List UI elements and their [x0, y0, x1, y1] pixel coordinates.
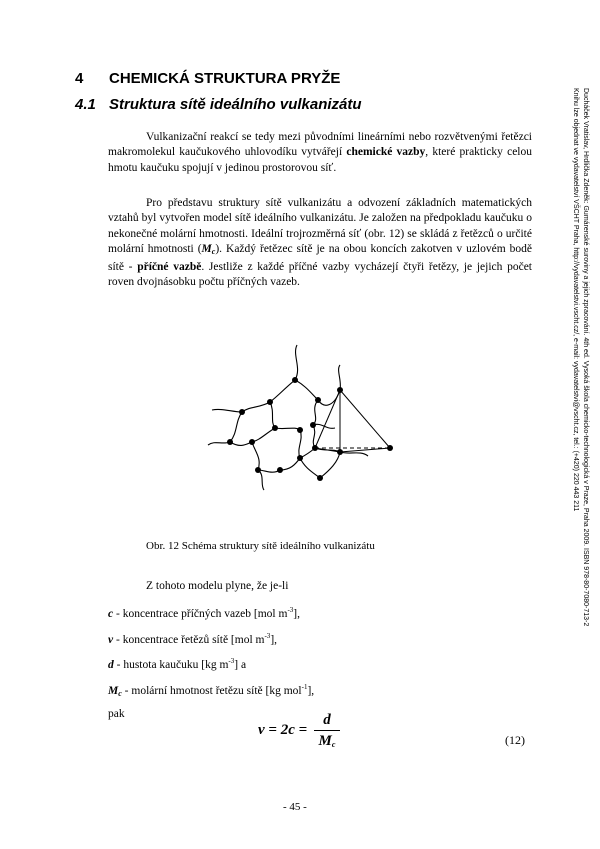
chain [299, 430, 301, 458]
chain [300, 458, 320, 478]
chapter-title: CHEMICKÁ STRUKTURA PRYŽE [109, 70, 341, 87]
chain [252, 442, 259, 470]
equation-12 [258, 712, 378, 752]
equation-denominator-symbol: M [318, 733, 332, 749]
chain [295, 380, 318, 400]
chain [212, 409, 242, 412]
definition-c [108, 600, 314, 626]
chain [280, 458, 300, 470]
def-symbol: d [108, 659, 114, 671]
def-text: - hustota kaučuku [kg m [113, 659, 229, 671]
equation-numerator: d [323, 712, 331, 728]
chain [258, 470, 280, 472]
para2-symbol-sub: c [211, 247, 216, 257]
def-unit-exponent: -1 [301, 682, 308, 691]
chain [242, 402, 270, 412]
definition-d [108, 651, 314, 677]
crosslink-node [267, 399, 273, 405]
chain [230, 412, 242, 442]
definition-nu [108, 626, 314, 652]
def-symbol: c [108, 608, 114, 620]
network-diagram [200, 330, 415, 500]
citation-line-1: Ducháček Vratislav, Hrdlička Zdeněk: Gumárenské suroviny a jejich zpracování. 4th ed. Vysoká škola chemicko-technologická v Praze, Praha 2009. ISBN 978-80-7080-713-2 [582, 88, 589, 627]
def-tail: ], [270, 633, 278, 646]
chain [313, 425, 315, 448]
chain [340, 452, 368, 456]
crosslink-node [297, 455, 303, 461]
section-title: Struktura sítě ideálního vulkanizátu [109, 96, 362, 113]
para2-text-3: . Jestliže z každé příčné vazby vycházejí čtyři řetězy, je jejich počet roven dvojnásobku počtu příčných vazeb. [108, 260, 532, 289]
crosslink-node [255, 467, 261, 473]
para2-bold-term: příčné vazbě [137, 260, 202, 273]
citation-sidebar [565, 88, 593, 627]
chain [230, 442, 252, 445]
fraction-bar [314, 730, 340, 731]
def-text: - molární hmotnost řetězu sítě [kg mol [121, 684, 302, 697]
crosslink-node [312, 445, 318, 451]
def-tail: ], [307, 684, 315, 697]
def-text: - koncentrace řetězů sítě [mol m [113, 633, 265, 646]
para2-symbol: M [201, 243, 212, 256]
chain [270, 380, 295, 402]
section-number: 4.1 [75, 96, 96, 113]
def-symbol: M [108, 684, 119, 697]
para1-bold-term: chemické vazby [346, 146, 426, 159]
chapter-heading [75, 70, 340, 87]
chain [320, 452, 340, 478]
model-intro: Z tohoto modelu plyne, že je-li [146, 580, 289, 592]
crosslink-node [337, 449, 343, 455]
then-word: pak [108, 708, 125, 720]
crosslink-node [292, 377, 298, 383]
chain [339, 365, 341, 390]
def-text: - koncentrace příčných vazeb [mol m [113, 608, 288, 620]
crosslink-node [249, 439, 255, 445]
chain [295, 345, 298, 380]
definition-mc [108, 677, 314, 705]
def-unit-exponent: -3 [264, 631, 271, 640]
tetrahedron-edge [340, 448, 390, 452]
citation-line-2: Knihu lze objednat ve vydavatelství VŠCHT Praha, http://vydavatelstvi.vscht.cz/, e-mail: vydavatelstvi@vscht.cz, tel.: (+420) 220 443 211 [572, 88, 579, 512]
chain [313, 400, 318, 425]
definitions-list [108, 600, 314, 726]
crosslink-node [227, 439, 233, 445]
def-unit-exponent: -3 [228, 657, 235, 665]
equation-denominator [314, 733, 340, 753]
def-tail: ], [293, 608, 301, 620]
para1-text-2: , které prakticky celou hmotu kaučuku spojují v jedinou prostorovou síť. [108, 146, 532, 174]
page-number: - 45 - [283, 801, 307, 813]
crosslink-node [297, 427, 303, 433]
equation-number: (12) [505, 733, 525, 747]
para1-text-1: Vulkanizační reakcí se tedy mezi původními lineárními nebo rozvětvenými řetězci makromolekul kaučukového uhlovodíku vytvářejí [108, 131, 532, 159]
para2-text-2: ). Každý řetězec sítě je na obou koncích zakotven v uzlovém bodě sítě - [108, 243, 532, 273]
network-chains [208, 345, 368, 490]
def-symbol: ν [108, 633, 114, 646]
crosslink-node [277, 467, 283, 473]
crosslink-node [315, 397, 321, 403]
crosslink-node [317, 475, 323, 481]
tetrahedron-edge [315, 448, 340, 452]
def-unit-exponent: -3 [287, 606, 294, 614]
def-symbol-sub: c [118, 688, 122, 698]
chapter-number: 4 [75, 70, 84, 87]
para2-text-1: Pro představu struktury sítě vulkanizátu a odvození základních matematických vztahů byl vytvořen model sítě ideálního vulkanizátu. Je založen na předpokladu kaučuku o nekonečné molární hmotnosti. Ideální trojrozměrná síť (obr. 12) se skládá z řetězců o určité molární hmotnosti ( [108, 197, 532, 256]
chain [270, 402, 275, 428]
chain [252, 428, 275, 442]
figure-caption: Obr. 12 Schéma struktury sítě ideálního vulkanizátu [146, 540, 375, 552]
equation-denominator-sub: c [331, 740, 336, 749]
def-tail: ] a [234, 659, 247, 671]
equation-fraction [314, 712, 340, 753]
equation-lhs: ν = 2c = [258, 722, 308, 738]
chain [275, 428, 300, 430]
paragraph-network-model [108, 196, 532, 290]
chain [208, 442, 230, 445]
crosslink-node [272, 425, 278, 431]
crosslink-nodes [227, 377, 393, 481]
chain [258, 470, 264, 490]
crosslink-node [239, 409, 245, 415]
crosslink-node [337, 387, 343, 393]
crosslink-node [310, 422, 316, 428]
tetrahedron [315, 390, 390, 452]
crosslink-node [387, 445, 393, 451]
tetrahedron-edge [340, 390, 390, 448]
paragraph-vulcanization [108, 130, 532, 176]
section-heading [75, 96, 362, 113]
